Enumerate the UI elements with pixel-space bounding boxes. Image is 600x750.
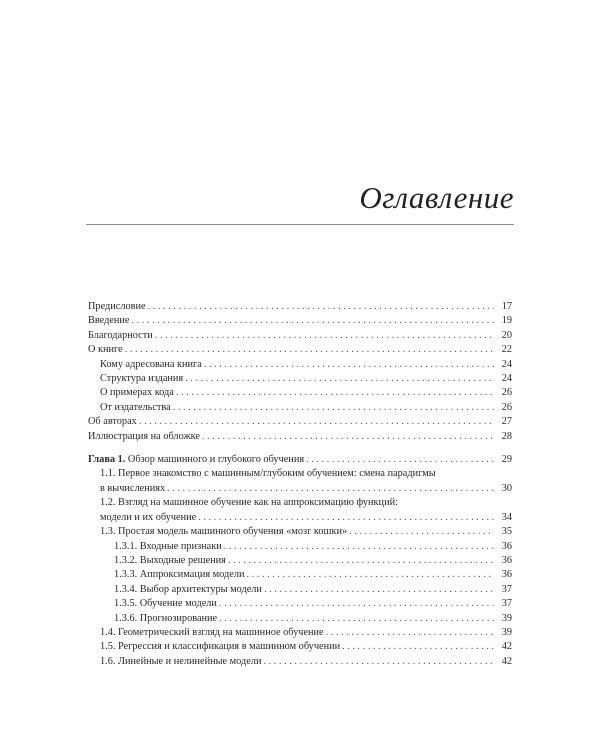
toc-section-1-6[interactable]	[88, 655, 512, 669]
toc-page-number: 28	[501, 430, 512, 442]
toc-page-number: 34	[501, 511, 512, 523]
toc-section-1-4[interactable]	[88, 626, 512, 640]
toc-entry-title: О книге	[88, 344, 123, 356]
toc-page-number: 39	[501, 626, 512, 638]
toc-section-1-3-5[interactable]	[88, 597, 512, 611]
leader-dots	[167, 482, 494, 496]
toc-entry-title: 1.3.1. Входные признаки	[114, 540, 222, 552]
toc-page-number: 22	[501, 344, 512, 356]
toc-section-1-3-4[interactable]	[88, 583, 512, 597]
leader-dots	[219, 612, 494, 626]
toc-page-number: 20	[501, 329, 512, 341]
leader-dots	[224, 540, 494, 554]
toc-entry-audience[interactable]	[88, 358, 512, 372]
toc-entry-code-examples[interactable]	[88, 386, 512, 400]
toc-entry-publisher[interactable]	[88, 401, 512, 415]
toc-entry-title: 1.3.3. Аппроксимация модели	[114, 569, 245, 581]
leader-dots	[176, 386, 494, 400]
toc-page-number: 37	[501, 583, 512, 595]
toc-page-number: 24	[501, 358, 512, 370]
toc-page-number: 36	[501, 540, 512, 552]
leader-dots	[349, 525, 494, 539]
leader-dots	[306, 453, 494, 467]
toc-entry-title: 1.6. Линейные и нелинейные модели	[100, 655, 262, 667]
toc-page-number: 17	[501, 301, 512, 312]
leader-dots	[204, 358, 494, 372]
leader-dots	[132, 314, 494, 328]
toc-section-1-3-1[interactable]	[88, 540, 512, 554]
toc-page-number: 37	[501, 598, 512, 610]
toc-page-number: 39	[501, 612, 512, 624]
toc-entry-title-line1: 1.1. Первое знакомство с машинным/глубоким обучением: смена парадигмы	[100, 468, 436, 480]
toc-entry-title: 1.3.4. Выбор архитектуры модели	[114, 583, 262, 595]
toc-page-number: 27	[501, 416, 512, 428]
toc-page-number: 26	[501, 387, 512, 399]
toc-entry-title: Введение	[88, 315, 130, 327]
heading-rule	[86, 224, 514, 225]
toc-entry-acknowledgements[interactable]	[88, 329, 512, 343]
section-gap	[88, 444, 512, 453]
toc-section-1-3-6[interactable]	[88, 612, 512, 626]
leader-dots	[264, 583, 494, 597]
toc-page-number: 24	[501, 373, 512, 385]
leader-dots	[125, 343, 494, 357]
toc-entry-cover-illustration[interactable]	[88, 430, 512, 444]
leader-dots	[185, 372, 494, 386]
leader-dots	[155, 329, 494, 343]
toc-entry-title: Благодарности	[88, 329, 153, 341]
toc-entry-title: Об авторах	[88, 416, 137, 428]
toc-page-number: 36	[501, 554, 512, 566]
toc-entry-title: 1.3. Простая модель машинного обучения «мозг кошки»	[100, 526, 348, 538]
table-of-contents	[88, 300, 512, 669]
toc-page-number: 30	[501, 482, 512, 494]
toc-section-1-3-2[interactable]	[88, 554, 512, 568]
toc-entry-title: модели и их обучение	[100, 511, 197, 523]
toc-section-1-5[interactable]	[88, 640, 512, 654]
chapter-label: Глава 1.	[88, 454, 126, 466]
toc-entry-title: Структура издания	[100, 373, 184, 385]
toc-section-1-2[interactable]	[88, 496, 512, 525]
leader-dots	[198, 511, 494, 525]
toc-entry-introduction[interactable]	[88, 314, 512, 328]
leader-dots	[202, 430, 494, 444]
toc-entry-structure[interactable]	[88, 372, 512, 386]
toc-page-number: 26	[501, 401, 512, 413]
leader-dots	[139, 415, 494, 429]
toc-page-number: 36	[501, 569, 512, 581]
toc-entry-title: 1.4. Геометрический взгляд на машинное обучение	[100, 626, 324, 638]
toc-section-1-3-3[interactable]	[88, 568, 512, 582]
toc-entry-preface[interactable]	[88, 300, 512, 314]
toc-entry-title: 1.3.6. Прогнозирование	[114, 612, 218, 624]
toc-section-1-3[interactable]	[88, 525, 512, 539]
toc-entry-title: 1.3.2. Выходные решения	[114, 554, 226, 566]
leader-dots	[173, 401, 494, 415]
toc-entry-title: Предисловие	[88, 301, 146, 312]
toc-page-number: 42	[501, 641, 512, 653]
leader-dots	[148, 300, 494, 314]
toc-page-number: 29	[501, 454, 512, 466]
leader-dots	[228, 554, 494, 568]
toc-entry-about-book[interactable]	[88, 343, 512, 357]
leader-dots	[219, 597, 494, 611]
toc-entry-authors[interactable]	[88, 415, 512, 429]
toc-entry-title: 1.3.5. Обучение модели	[114, 598, 217, 610]
toc-entry-title: в вычислениях	[100, 482, 166, 494]
toc-entry-title: Иллюстрация на обложке	[88, 430, 200, 442]
toc-page-number: 35	[501, 526, 512, 538]
toc-entry-title: О примерах кода	[100, 387, 174, 399]
toc-entry-title: От издательства	[100, 401, 171, 413]
toc-page-number: 42	[501, 655, 512, 667]
leader-dots	[326, 626, 494, 640]
toc-entry-title-line1: 1.2. Взгляд на машинное обучение как на аппроксимацию функций:	[100, 497, 398, 509]
toc-entry-title: 1.5. Регрессия и классификация в машинном обучении	[100, 641, 341, 653]
chapter-title: Обзор машинного и глубокого обучения	[127, 454, 305, 466]
leader-dots	[342, 640, 494, 654]
leader-dots	[247, 568, 495, 582]
toc-heading: Оглавление	[359, 180, 514, 215]
toc-chapter-1[interactable]	[88, 453, 512, 467]
toc-entry-title: Кому адресована книга	[100, 358, 202, 370]
toc-page-number: 19	[501, 315, 512, 327]
leader-dots	[263, 655, 494, 669]
toc-section-1-1[interactable]	[88, 467, 512, 496]
